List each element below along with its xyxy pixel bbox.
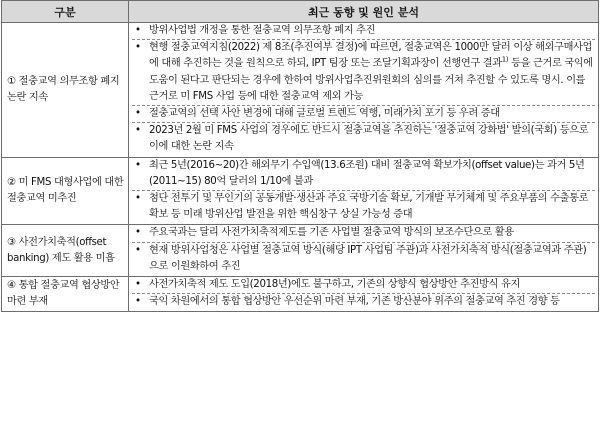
row-category: ③ 사전가치축적(offset banking) 제도 활용 미흡 (2, 225, 129, 277)
bullet-list (132, 158, 595, 224)
table-row (2, 277, 599, 312)
table-row (2, 157, 599, 225)
item-text: 현행 절충교역지침(2022) 제 8조(추진여부 결정)에 따르면, 절충교역은 1000만 달러 이상 해외구매사업에 대해 추진하는 것을 원칙으로 하되, IPT 팀장 또는 조달기획과장이 선행연구 결과 (149, 42, 593, 70)
item-text: 사전가치축적 제도 도입(2018년)에도 불구하고, 기존의 상향식 협상방안 추진방식 유지 (149, 279, 520, 291)
bullet-icon: • (135, 227, 141, 239)
row-items (129, 225, 599, 277)
item-text: 첨단 전투기 및 무인기의 공동개발·생산과 주요 국방기술 확보, 기개발 무기체계 및 주요부품의 수출통로 확보 등 미래 방위산업 발전을 위한 핵심창구 상실 가능성 증대 (149, 193, 589, 221)
list-item (132, 225, 595, 241)
bullet-icon: • (135, 108, 141, 120)
bullet-icon: • (135, 296, 141, 308)
item-text: 국익 차원에서의 통합 협상방안 우선순위 마련 부재, 기존 방산분야 위주의 절충교역 추진 경향 등 (149, 296, 560, 308)
list-item (132, 158, 595, 190)
item-text: 절충교역의 선택 사안 변경에 대해 글로벌 트렌드 역행, 미래가치 포기 등 우려 증대 (149, 108, 500, 120)
analysis-table (1, 0, 599, 312)
bullet-icon: • (135, 25, 141, 36)
bullet-icon: • (135, 279, 141, 291)
bullet-list (132, 23, 595, 156)
footnote-mark: 1) (501, 56, 509, 65)
row-category: ④ 통합 절충교역 협상방안 마련 부재 (2, 277, 129, 312)
bullet-list (132, 277, 595, 310)
table-row (2, 23, 599, 158)
bullet-icon: • (135, 42, 141, 54)
item-text: 주요국과는 달리 사전가치축적제도를 기존 사업별 절충교역 방식의 보조수단으로 활용 (149, 227, 514, 239)
row-items (129, 157, 599, 225)
item-text: 최근 5년(2016~20)간 해외무기 수입액(13.6조원) 대비 절충교역 확보가치(offset value)는 과거 5년(2011~15) 80억 달러의 1/10에 불과 (149, 159, 585, 187)
item-text: 현재 방위사업청은 사업별 절충교역 방식(해당 IPT 사업팀 주관)과 사전가치축적 방식(절충교역과 주관)으로 이원화하여 추진 (149, 244, 587, 272)
list-item (132, 242, 595, 275)
table-row (2, 225, 599, 277)
bullet-icon: • (135, 193, 141, 205)
row-category: ② 미 FMS 대형사업에 대한 절충교역 미추진 (2, 157, 129, 225)
item-text: 방위사업법 개정을 통한 절충교역 의무조항 폐지 추진 (149, 25, 376, 36)
header-category: 구분 (2, 1, 129, 23)
header-analysis: 최근 동향 및 원인 분석 (129, 1, 599, 23)
bullet-icon: • (135, 125, 141, 137)
row-items (129, 23, 599, 158)
list-item (132, 277, 595, 293)
table-header-row (2, 1, 599, 23)
bullet-icon: • (135, 159, 141, 171)
item-text-tail: 등을 근거로 국익에 도움이 된다고 판단되는 경우에 한하여 방위사업추진위원회의 심의를 거쳐 추진할 수 있도록 명시. 이를 근거로 미 FMS 사업 등에 대한 절충교역 제외 가능 (149, 58, 593, 102)
bullet-list (132, 225, 595, 275)
bullet-icon: • (135, 244, 141, 256)
list-item (132, 190, 595, 223)
row-items (129, 277, 599, 312)
row-category: ① 절충교역 의무조항 폐지 논란 지속 (2, 23, 129, 158)
item-text: 2023년 2월 미 FMS 사업의 경우에도 반드시 절충교역을 추진하는 '절충교역 강화법' 발의(국회) 등으로 이에 대한 논란 지속 (149, 125, 589, 153)
list-item (132, 39, 595, 105)
list-item (132, 293, 595, 310)
list-item (132, 23, 595, 39)
list-item (132, 105, 595, 122)
list-item (132, 122, 595, 155)
